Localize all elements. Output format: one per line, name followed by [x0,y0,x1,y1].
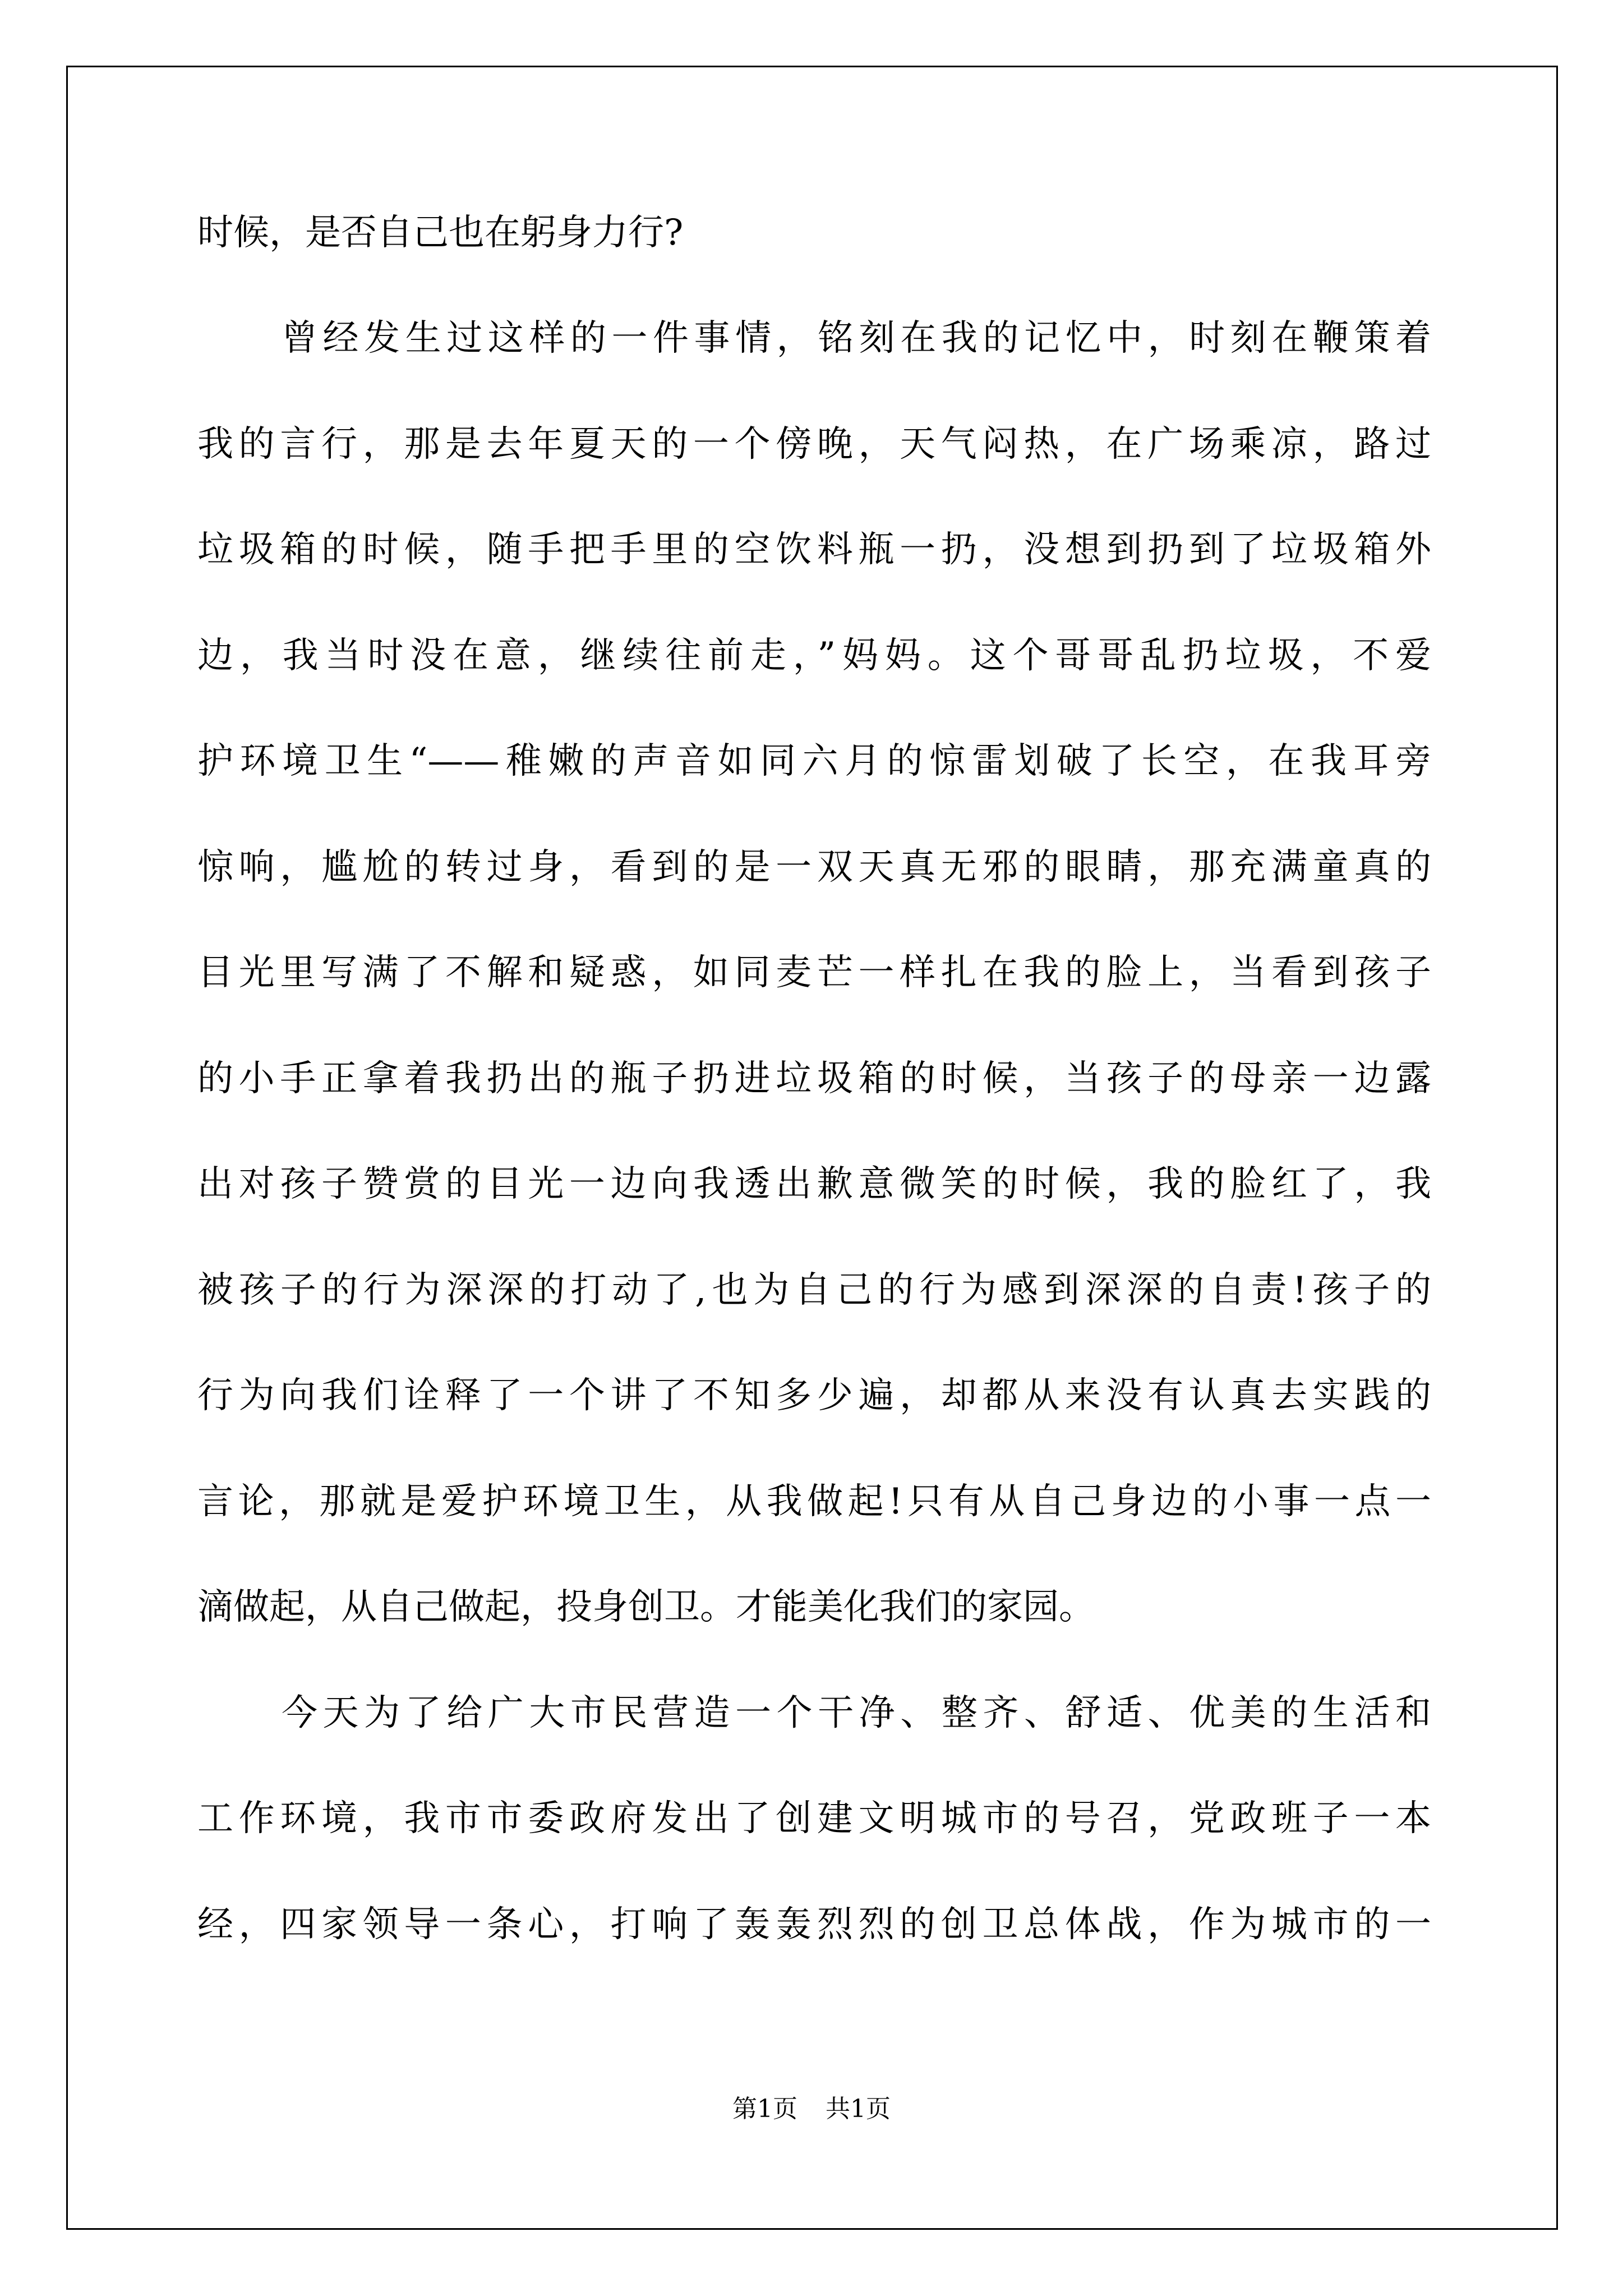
page-footer [0,2092,1623,2126]
text-line: 的小手正拿着我扔出的瓶子扔进垃圾箱的时候，当孩子的母亲一边露 [197,1058,1431,1099]
text-line: 目光里写满了不解和疑惑，如同麦芒一样扎在我的脸上，当看到孩子 [197,952,1431,993]
text-line: 出对孩子赞赏的目光一边向我透出歉意微笑的时候，我的脸红了，我 [197,1163,1431,1205]
text-line: 行为向我们诠释了一个讲了不知多少遍，却都从来没有认真去实践的 [197,1375,1431,1416]
text-line: 垃圾箱的时候，随手把手里的空饮料瓶一扔，没想到扔到了垃圾箱外 [197,529,1431,570]
text-line: 经，四家领导一条心，打响了轰轰烈烈的创卫总体战，作为城市的一 [197,1904,1431,1945]
text-line: 工作环境，我市市委政府发出了创建文明城市的号召，党政班子一本 [197,1798,1431,1839]
text-line: 护环境卫生“——稚嫩的声音如同六月的惊雷划破了长空，在我耳旁 [197,740,1431,782]
text-line: 被孩子的行为深深的打动了,也为自己的行为感到深深的自责!孩子的 [197,1269,1431,1311]
text-line: 滴做起，从自己做起，投身创卫。才能美化我们的家园。 [197,1586,1095,1628]
text-line: 惊响，尴尬的转过身，看到的是一双天真无邪的眼睛，那充满童真的 [197,846,1431,888]
text-line: 今天为了给广大市民营造一个干净、整齐、舒适、优美的生活和 [282,1692,1431,1734]
text-line: 时候，是否自己也在躬身力行? [197,212,684,254]
text-line: 言论，那就是爱护环境卫生，从我做起!只有从自己身边的小事一点一 [197,1481,1431,1522]
text-line: 我的言行，那是去年夏天的一个傍晚，天气闷热，在广场乘凉，路过 [197,424,1431,465]
text-line: 边，我当时没在意，继续往前走，”妈妈。这个哥哥乱扔垃圾，不爱 [197,635,1431,677]
text-line: 曾经发生过这样的一件事情，铭刻在我的记忆中，时刻在鞭策着 [282,318,1431,359]
page-number: 第1页 [732,2095,797,2123]
page-total: 共1页 [826,2095,891,2123]
